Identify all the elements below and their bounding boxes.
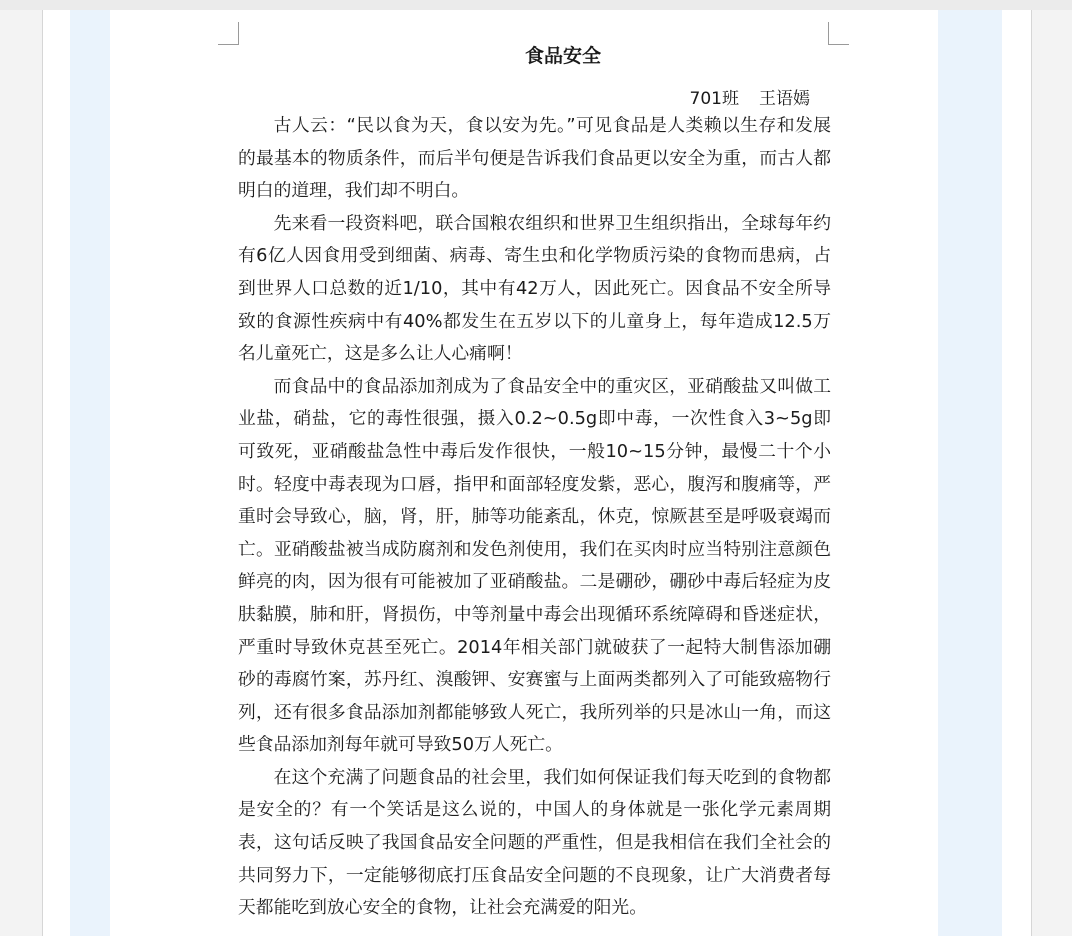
left-margin-band <box>70 10 110 936</box>
document-title: 食品安全 <box>524 45 601 67</box>
document-author-line <box>110 84 810 109</box>
paragraph-2: 先来看一段资料吧，联合国粮农组织和世界卫生组织指出，全球每年约有6亿人因食用受到细菌、病毒、寄生虫和化学物质污染的食物而患病，占到世界人口总数的近1/10，其中有42万人，因此死亡。因食品不安全所导致的食源性疾病中有40%都发生在五岁以下的儿童身上，每年造成12.5万名儿童死亡，这是多么让人心痛啊！ <box>238 212 831 365</box>
author-class: 701班 <box>689 89 739 109</box>
right-margin-band <box>938 10 1002 936</box>
author-name: 王语嫣 <box>759 89 810 109</box>
paragraph-1: 古人云：“民以食为天，食以安为先。”可见食品是人类赖以生存和发展的最基本的物质条件，而后半句便是告诉我们食品更以安全为重，而古人都明白的道理，我们却不明白。 <box>238 115 831 202</box>
document-body <box>238 110 831 925</box>
paragraph-4: 在这个充满了问题食品的社会里，我们如何保证我们每天吃到的食物都是安全的？有一个笑话是这么说的，中国人的身体就是一张化学元素周期表，这句话反映了我国食品安全问题的严重性，但是我相信在我们全社会的共同努力下，一定能够彻底打压食品安全问题的不良现象，让广大消费者每天都能吃到放心安全的食物，让社会充满爱的阳光。 <box>238 766 831 919</box>
paragraph-3: 而食品中的食品添加剂成为了食品安全中的重灾区，亚硝酸盐又叫做工业盐，硝盐，它的毒性很强，摄入0.2~0.5g即中毒，一次性食入3~5g即可致死，亚硝酸盐急性中毒后发作很快，一般10~15分钟，最慢二十个小时。轻度中毒表现为口唇，指甲和面部轻度发紫，恶心，腹泻和腹痛等，严重时会导致心，脑，肾，肝，肺等功能紊乱，休克，惊厥甚至是呼吸衰竭而亡。亚硝酸盐被当成防腐剂和发色剂使用，我们在买肉时应当特别注意颜色鲜亮的肉，因为很有可能被加了亚硝酸盐。二是硼砂，硼砂中毒后轻症为皮肤黏膜，肺和肝，肾损伤，中等剂量中毒会出现循环系统障碍和昏迷症状，严重时导致休克甚至死亡。2014年相关部门就破获了一起特大制售添加硼砂的毒腐竹案，苏丹红、溴酸钾、安赛蜜与上面两类都列入了可能致癌物行列，还有很多食品添加剂都能够致人死亡，我所列举的只是冰山一角，而这些食品添加剂每年就可导致50万人死亡。 <box>238 375 831 756</box>
document-page[interactable] <box>110 10 938 936</box>
window-top-strip <box>0 0 1072 10</box>
